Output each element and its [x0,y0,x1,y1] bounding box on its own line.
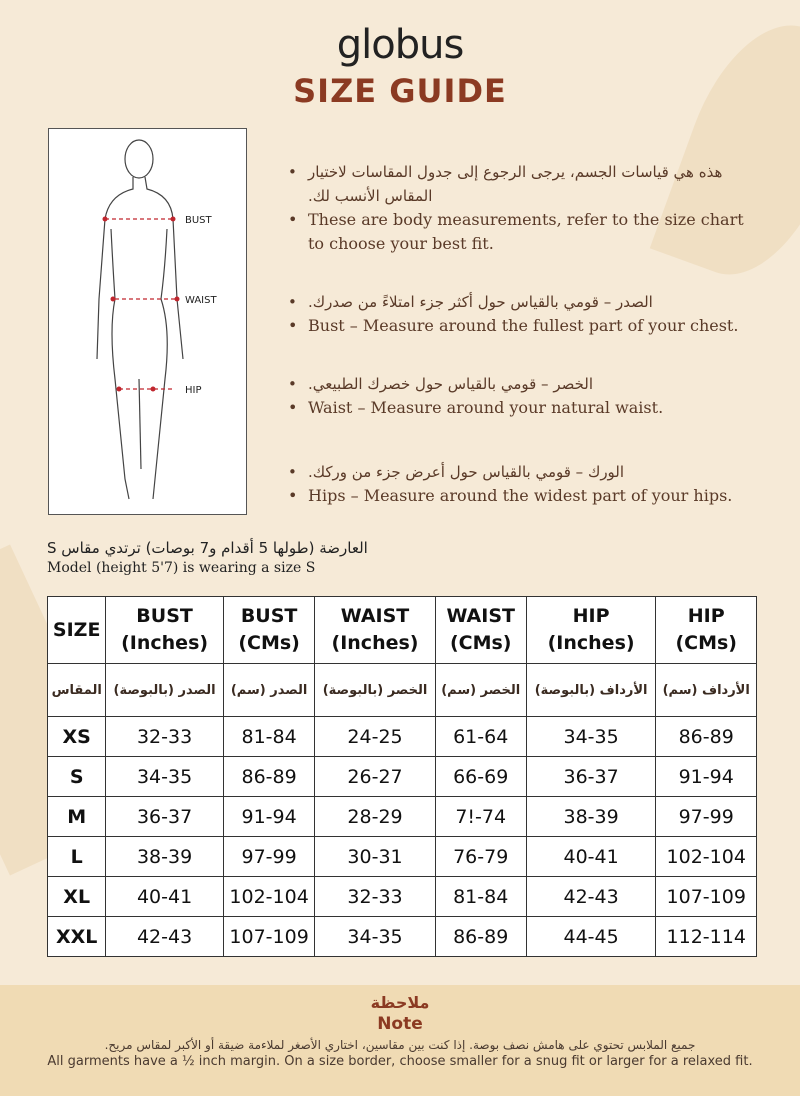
measurement-cell: 97-99 [656,797,757,837]
measurement-cell: 7!-74 [435,797,526,837]
size-cell: XXL [48,917,106,957]
note-text: All garments have a ½ inch margin. On a size border, choose smaller for a snug fit or larger for a relaxed fit. [47,1054,753,1069]
instruction-en: • These are body measurements, refer to the size chart to choose your best fit. [288,208,748,256]
size-cell: S [48,757,106,797]
measurement-cell: 36-37 [526,757,656,797]
column-header-text: (Inches) [121,632,209,654]
table-row [48,797,757,837]
size-chart-table [47,596,757,957]
header-row-arabic [48,664,757,717]
column-header-text: (CMs) [449,632,512,654]
label-hip: HIP [185,385,202,396]
measurement-cell: 34-35 [526,717,656,757]
measurement-cell: 102-104 [656,837,757,877]
measurement-instructions [288,160,748,542]
column-header [106,597,223,664]
measurement-cell: 102-104 [223,877,315,917]
measurement-cell: 91-94 [656,757,757,797]
measurement-cell: 61-64 [435,717,526,757]
header-row [48,597,757,664]
waist-instruction-en: • Waist – Measure around your natural waist. [288,396,748,420]
table-row [48,917,757,957]
column-header [526,597,656,664]
measurement-cell: 76-79 [435,837,526,877]
model-info-ar: العارضة (طولها 5 أقدام و7 بوصات) ترتدي مقاس S [47,539,368,557]
column-header-text: BUST [240,605,298,627]
label-bust: BUST [185,215,212,226]
column-header-ar: الخصر (بالبوصة) [315,664,435,717]
column-header-text: SIZE [52,618,101,641]
measurement-cell: 42-43 [526,877,656,917]
waist-instruction-ar: • الخصر – قومي بالقياس حول خصرك الطبيعي. [288,372,748,396]
body-measurement-figure [48,128,247,515]
measurement-cell: 40-41 [526,837,656,877]
table-row [48,877,757,917]
measurement-cell: 112-114 [656,917,757,957]
column-header-text: (CMs) [238,632,300,654]
measurement-cell: 30-31 [315,837,435,877]
measurement-cell: 81-84 [223,717,315,757]
size-cell: XS [48,717,106,757]
measurement-cell: 107-109 [223,917,315,957]
measurement-cell: 81-84 [435,877,526,917]
measurement-cell: 34-35 [106,757,223,797]
size-cell: M [48,797,106,837]
measurement-cell: 86-89 [435,917,526,957]
column-header-text: HIP [572,605,610,627]
note-title: Note [377,1014,423,1034]
column-header-ar: الصدر (بالبوصة) [106,664,223,717]
measurement-cell: 66-69 [435,757,526,797]
column-header-ar: المقاس [48,664,106,717]
bust-instruction-ar: • الصدر – قومي بالقياس حول أكثر جزء امتلاءً من صدرك. [288,290,748,314]
table-row [48,757,757,797]
column-header [315,597,435,664]
column-header-text: HIP [687,605,725,627]
column-header-text: (Inches) [547,632,635,654]
column-header [656,597,757,664]
measurement-cell: 107-109 [656,877,757,917]
label-waist: WAIST [185,295,217,306]
table-row [48,717,757,757]
brand-logo: globus [336,22,464,68]
column-header-text: (Inches) [331,632,419,654]
measurement-cell: 36-37 [106,797,223,837]
measurement-cell: 91-94 [223,797,315,837]
model-info-en: Model (height 5'7) is wearing a size S [47,560,316,576]
column-header [223,597,315,664]
model-info [47,538,368,578]
measurement-cell: 38-39 [526,797,656,837]
bust-instruction-en: • Bust – Measure around the fullest part of your chest. [288,314,748,338]
column-header-ar: الخصر (سم) [435,664,526,717]
column-header [48,597,106,664]
measurement-cell: 97-99 [223,837,315,877]
hip-instruction-ar: • الورك – قومي بالقياس حول أعرض جزء من وركك. [288,460,748,484]
size-cell: L [48,837,106,877]
column-header-text: WAIST [340,605,410,627]
measurement-cell: 38-39 [106,837,223,877]
measurement-cell: 44-45 [526,917,656,957]
measurement-cell: 32-33 [315,877,435,917]
measurement-cell: 26-27 [315,757,435,797]
table-row [48,837,757,877]
measurement-cell: 86-89 [656,717,757,757]
column-header-ar: الأرداف (بالبوصة) [526,664,656,717]
page-title: SIZE GUIDE [293,72,507,110]
measurement-cell: 34-35 [315,917,435,957]
measurement-cell: 28-29 [315,797,435,837]
measurement-cell: 32-33 [106,717,223,757]
measurement-cell: 24-25 [315,717,435,757]
column-header-text: WAIST [446,605,515,627]
size-cell: XL [48,877,106,917]
column-header-text: (CMs) [675,632,737,654]
hip-instruction-en: • Hips – Measure around the widest part of your hips. [288,484,748,508]
note-section [0,985,800,1096]
column-header [435,597,526,664]
measurement-cell: 40-41 [106,877,223,917]
note-text-ar: جميع الملابس تحتوي على هامش نصف بوصة. إذا كنت بين مقاسين، اختاري الأصغر لملاءمة ضيقة أو الأكبر لمقاس مريح. [104,1038,696,1052]
column-header-ar: الأرداف (سم) [656,664,757,717]
column-header-text: BUST [136,605,193,627]
column-header-ar: الصدر (سم) [223,664,315,717]
note-title-ar: ملاحظة [370,993,430,1012]
measurement-cell: 86-89 [223,757,315,797]
instruction-ar: • هذه هي قياسات الجسم، يرجى الرجوع إلى جدول المقاسات لاختيار المقاس الأنسب لك. [288,160,748,208]
measurement-cell: 42-43 [106,917,223,957]
